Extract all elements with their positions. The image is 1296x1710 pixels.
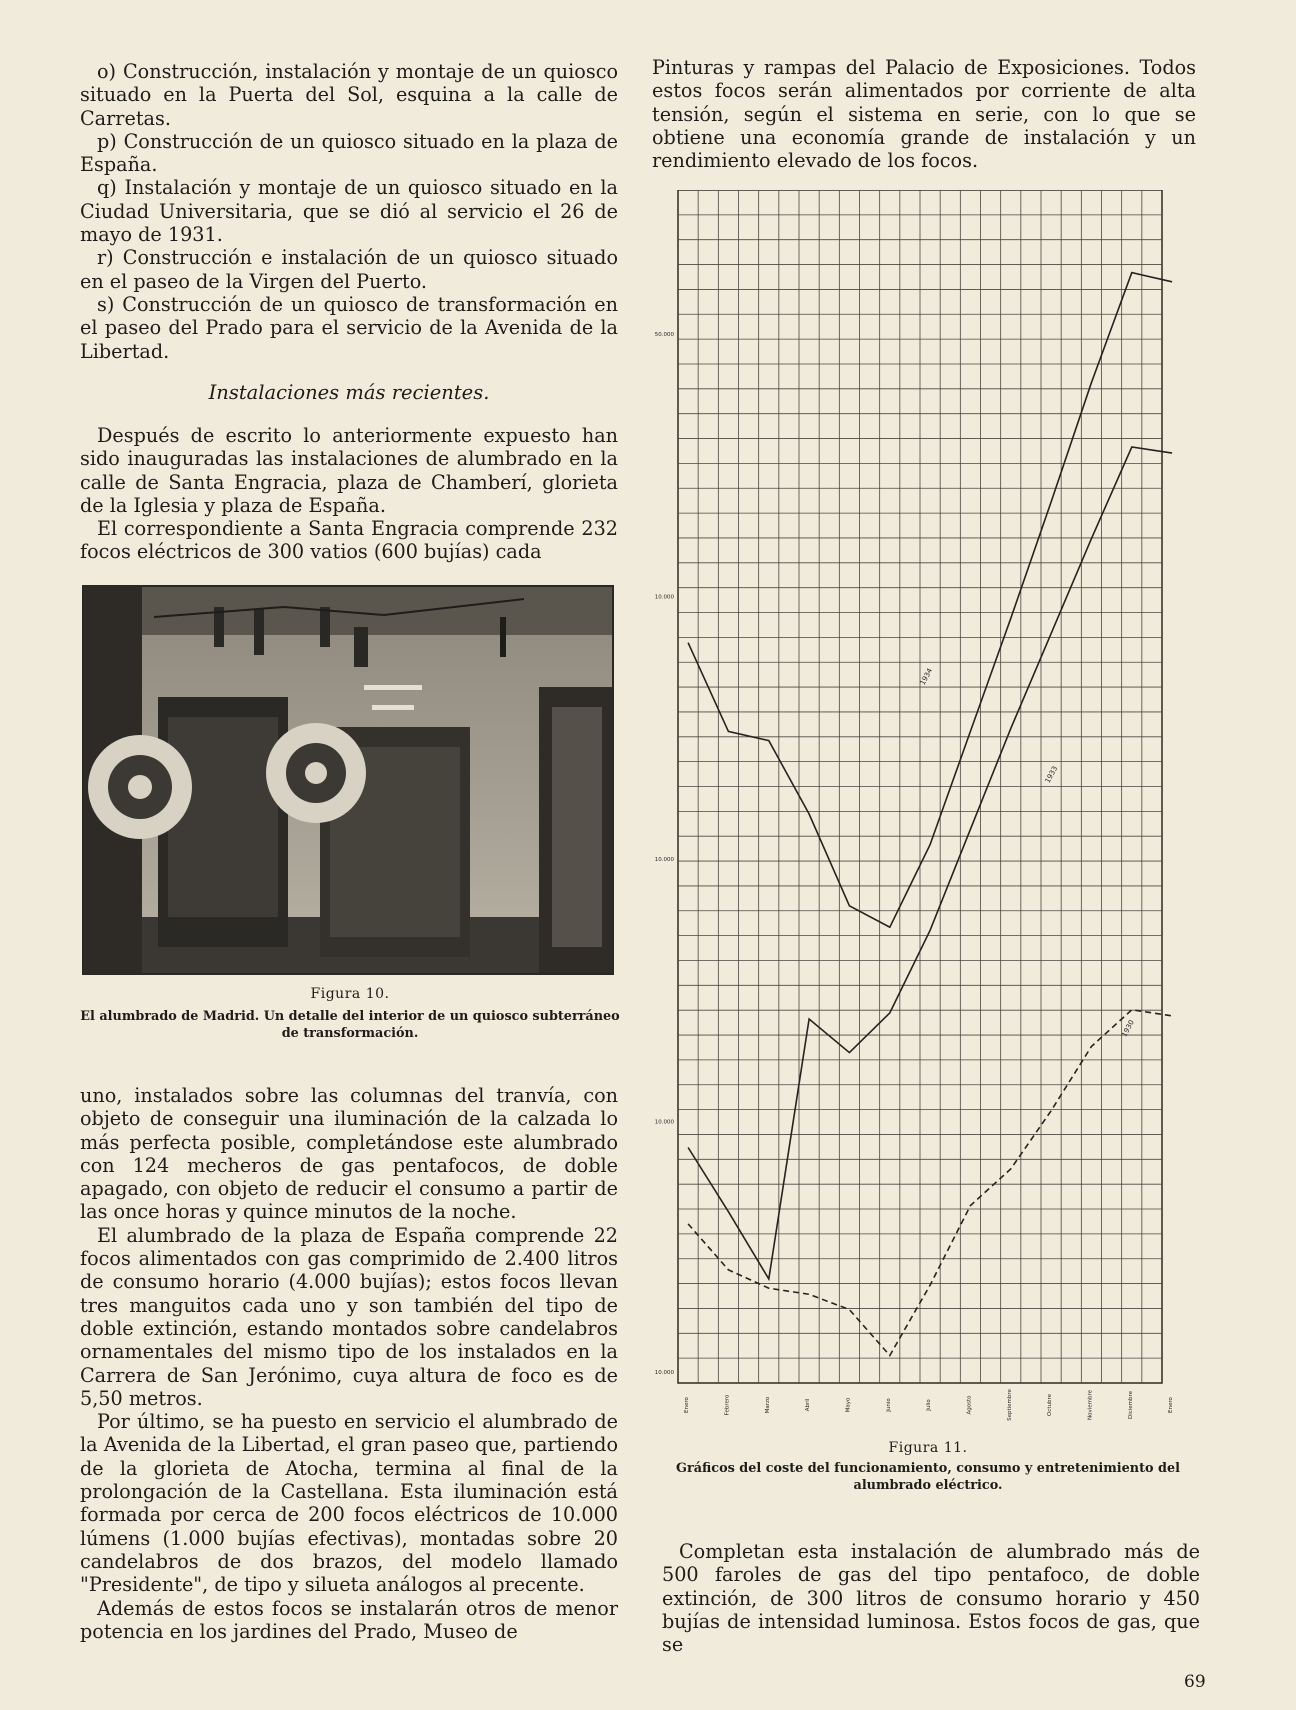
list-item-o: o) Construcción, instalación y montaje de un quiosco situado en la Puerta del Sol, esquina a la calle de Carretas. [80, 60, 618, 130]
x-tick-label: Noviembre [1087, 1389, 1094, 1421]
curve-label: 1930 [1120, 1018, 1136, 1039]
section-heading: Instalaciones más recientes. [208, 381, 490, 404]
x-tick-label: Enero [1168, 1397, 1175, 1413]
chart-y-tick-labels [655, 332, 675, 1376]
y-tick-label: 50.000 [654, 332, 674, 339]
chart-grid [678, 190, 1162, 1383]
series-line [688, 1010, 1172, 1356]
paragraph-6: Además de estos focos se instalarán otros de menor potencia en los jardines del Prado, Museo de [80, 1596, 618, 1643]
y-tick-label: 10.000 [654, 1119, 674, 1126]
y-tick-label: 10.000 [654, 857, 674, 864]
paragraph-1: Después de escrito lo anteriormente expuesto han sido inauguradas las instalaciones de alumbrado en la calle de Santa Engracia, plaza de Chamberí, glorieta de la Iglesia y plaza de España. [80, 424, 618, 517]
curve-label: 1934 [918, 666, 935, 687]
list-item-p: p) Construcción de un quiosco situado en la plaza de España. [80, 129, 618, 177]
left-column-top [80, 60, 618, 363]
figure-11-label: Figura 11. [888, 1440, 968, 1456]
list-item-r: r) Construcción e instalación de un quiosco situado en el paseo de la Virgen del Puerto. [80, 246, 618, 293]
right-column-top [652, 56, 1196, 172]
x-tick-label: Febrero [724, 1394, 731, 1416]
chart-series [688, 273, 1172, 1356]
transformer-room-illustration [84, 587, 614, 975]
series-line [688, 273, 1172, 928]
paragraph-right-bottom: Completan esta instalación de alumbrado más de 500 faroles de gas del tipo pentafoco, de doble extinción, de 300 litros de consumo horario y 450 bujías de intensidad luminosa. Estos focos de gas, que se [662, 1540, 1200, 1657]
x-tick-label: Abril [805, 1398, 812, 1412]
paragraph-2: El correspondiente a Santa Engracia comprende 232 focos eléctricos de 300 vatios (600 bujías) cada [80, 517, 618, 564]
list-item-q: q) Instalación y montaje de un quiosco situado en la Ciudad Universitaria, que se dió al servicio el 26 de mayo de 1931. [80, 176, 618, 247]
left-column-bottom [80, 1084, 618, 1643]
chart-x-tick-labels [684, 1388, 1174, 1420]
x-tick-label: Julio [926, 1399, 933, 1411]
figure-10-label: Figura 10. [310, 986, 390, 1002]
x-tick-label: Junio [885, 1398, 892, 1412]
x-tick-label: Marzo [764, 1396, 771, 1414]
chart-svg [632, 190, 1212, 1440]
paragraph-right-top: Pinturas y rampas del Palacio de Exposiciones. Todos estos focos serán alimentados por corriente de alta tensión, según el sistema en serie, con lo que se obtiene una economía grande de instalación y un rendimiento elevado de los focos. [652, 56, 1196, 173]
x-tick-label: Enero [684, 1397, 691, 1413]
list-item-s: s) Construcción de un quiosco de transformación en el paseo del Prado para el servicio de la Avenida de la Libertad. [80, 292, 618, 363]
y-tick-label: 10.000 [654, 594, 674, 601]
figure-10-caption [80, 986, 620, 1042]
x-tick-label: Diciembre [1127, 1390, 1134, 1420]
series-line [688, 447, 1172, 1279]
paragraph-4: El alumbrado de la plaza de España comprende 22 focos alimentados con gas comprimido de 2.400 litros de consumo horario (4.000 bujías); estos focos llevan tres manguitos cada uno y son también del tipo de doble extinción, estando montados sobre candelabros ornamentales del mismo tipo de los instalados en la Carrera de San Jerónimo, cuya altura de foco es de 5,50 metros. [80, 1223, 618, 1410]
y-tick-label: 10.000 [654, 1370, 674, 1377]
left-column-middle [80, 424, 618, 564]
curve-label: 1933 [1043, 764, 1060, 785]
figure-11-chart [632, 190, 1212, 1440]
page-number: 69 [1184, 1672, 1206, 1692]
figure-10-caption-text: El alumbrado de Madrid. Un detalle del interior de un quiosco subterráneo de transformación. [80, 1009, 620, 1041]
x-tick-label: Mayo [845, 1397, 852, 1413]
figure-11-caption [652, 1440, 1204, 1494]
paragraph-5: Por último, se ha puesto en servicio el alumbrado de la Avenida de la Libertad, el gran paseo que, partiendo de la glorieta de Atocha, termina al final de la prolongación de la Castellana. Esta iluminación está formada por cerca de 200 focos eléctricos de 10.000 lúmens (1.000 bujías efectivas), montadas sobre 20 candelabros de dos brazos, del modelo llamado "Presidente", de tipo y silueta análogos al precente. [80, 1410, 618, 1597]
x-tick-label: Agosto [966, 1395, 973, 1415]
x-tick-label: Octubre [1047, 1393, 1054, 1417]
x-tick-label: Septiembre [1006, 1389, 1013, 1421]
right-column-bottom [662, 1540, 1200, 1656]
paragraph-3: uno, instalados sobre las columnas del tranvía, con objeto de conseguir una iluminación de la calzada lo más perfecta posible, completándose este alumbrado con 124 mecheros de gas pentafocos, de doble apagado, con objeto de reducir el consumo a partir de las once horas y quince minutos de la noche. [80, 1084, 618, 1224]
figure-10-photo [82, 585, 614, 975]
figure-11-caption-text: Gráficos del coste del funcionamiento, consumo y entretenimiento del alumbrado eléctrico. [676, 1461, 1180, 1493]
